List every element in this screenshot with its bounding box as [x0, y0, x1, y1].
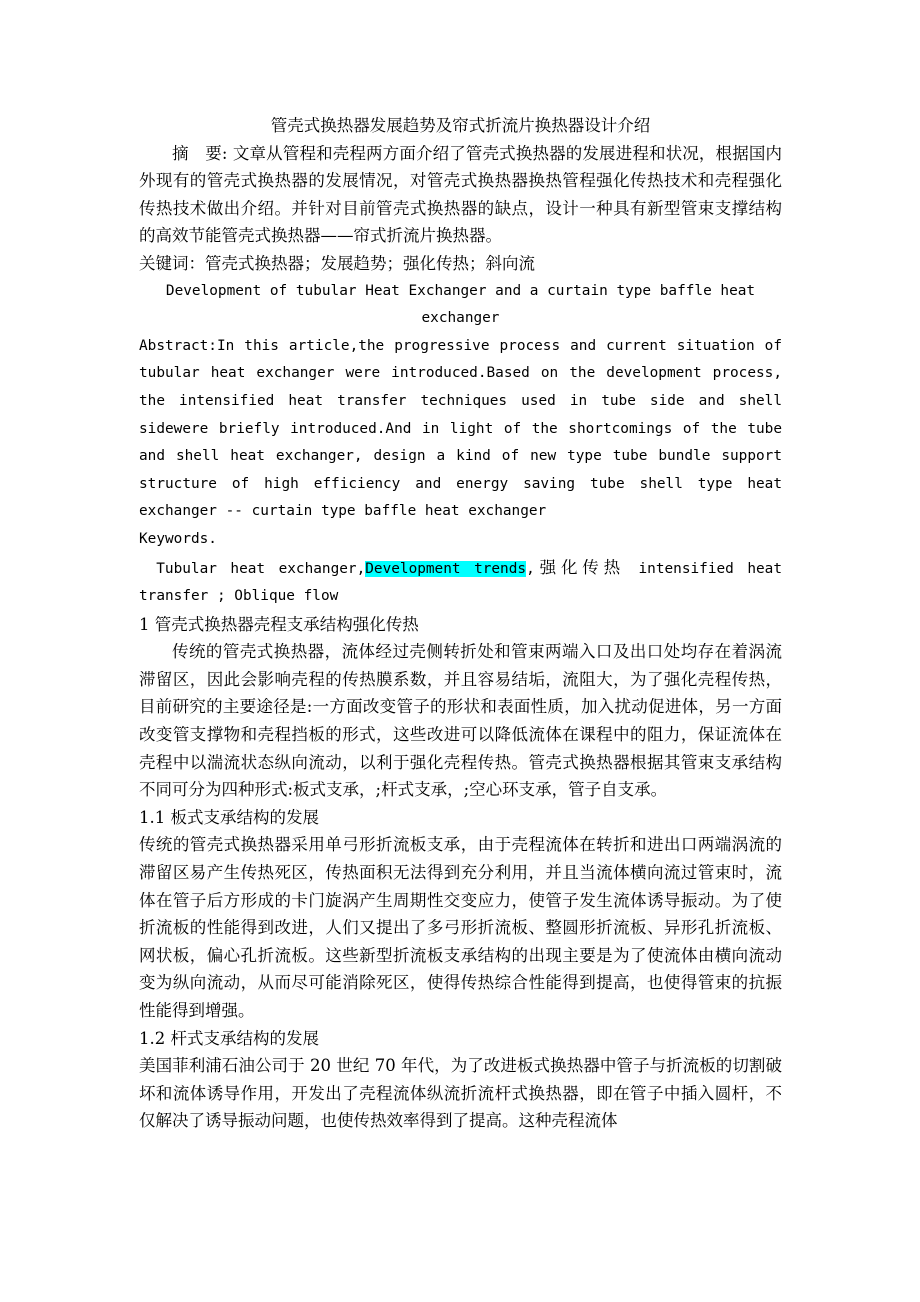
keyword-comma: , [526, 560, 535, 577]
keywords-cn: 关键词：管壳式换热器；发展趋势；强化传热；斜向流 [139, 253, 535, 273]
document-body [139, 112, 782, 1135]
keywords-en-label: Keywords. [139, 530, 217, 547]
keyword-highlight: Development trends [365, 560, 527, 577]
section-1-1-heading: 1.1 板式支承结构的发展 [139, 807, 319, 827]
keyword-rest: intensified heat transfer ; Oblique flow [139, 560, 782, 605]
keywords-en [139, 554, 782, 611]
section-1-2-heading: 1.2 杆式支承结构的发展 [139, 1028, 319, 1048]
section-1-1-paragraph: 传统的管壳式换热器采用单弓形折流板支承，由于壳程流体在转折和进出口两端涡流的滞留区易产生传热死区，传热面积无法得到充分利用，并且当流体横向流过管束时，流体在管子后方形成的卡门旋涡产生周期性交变应力，使管子发生流体诱导振动。为了使折流板的性能得到改进，人们又提出了多弓形折流板、整圆形折流板、异形孔折流板、网状板，偏心孔折流板。这些新型折流板支承结构的出现主要是为了使流体由横向流动变为纵向流动，从而尽可能消除死区，使得传热综合性能得到提高，也使得管束的抗振性能得到增强。 [139, 835, 782, 1020]
abstract-cn: 摘 要: 文章从管程和壳程两方面介绍了管壳式换热器的发展进程和状况，根据国内外现有的管壳式换热器的发展情况，对管壳式换热器换热管程强化传热技术和壳程强化传热技术做出介绍。并针对目前管壳式换热器的缺点，设计一种具有新型管束支撑结构的高效节能管壳式换热器——帘式折流片换热器。 [139, 143, 782, 246]
abstract-en: Abstract:In this article,the progressive process and current situation of tubular heat exchanger were introduced.Based on the development process, the intensified heat transfer techniques used in tube side and shell sidewere briefly introduced.And in light of the shortcomings of the tube and shell heat exchanger, design a kind of new type tube bundle support structure of high efficiency and energy saving tube shell type heat exchanger -- curtain type baffle heat exchanger [139, 337, 782, 520]
section-1-paragraph: 传统的管壳式换热器，流体经过壳侧转折处和管束两端入口及出口处均存在着涡流滞留区，因此会影响壳程的传热膜系数，并且容易结垢，流阻大，为了强化壳程传热，目前研究的主要途径是:一方面改变管子的形状和表面性质，加入扰动促进体，另一方面改变管支撑物和壳程挡板的形式，这些改进可以降低流体在课程中的阻力，保证流体在壳程中以湍流状态纵向流动，以利于强化壳程传热。管壳式换热器根据其管束支承结构不同可分为四种形式:板式支承，;杆式支承，;空心环支承，管子自支承。 [139, 642, 782, 800]
section-1-heading: 1 管壳式换热器壳程支承结构强化传热 [139, 614, 419, 634]
english-title: Development of tubular Heat Exchanger and a curtain type baffle heat exchanger [165, 282, 756, 327]
document-title: 管壳式换热器发展趋势及帘式折流片换热器设计介绍 [270, 116, 651, 135]
section-1-2-paragraph: 美国菲利浦石油公司于 20 世纪 70 年代，为了改进板式换热器中管子与折流板的切割破坏和流体诱导作用，开发出了壳程流体纵流折流杆式换热器，即在管子中插入圆杆，不仅解决了诱导振动问题，也使传热效率得到了提高。这种壳程流体 [139, 1056, 782, 1131]
keyword-cn-enhanced: 强化传热 [534, 557, 625, 577]
keyword-tubular: Tubular heat exchanger, [156, 560, 366, 577]
